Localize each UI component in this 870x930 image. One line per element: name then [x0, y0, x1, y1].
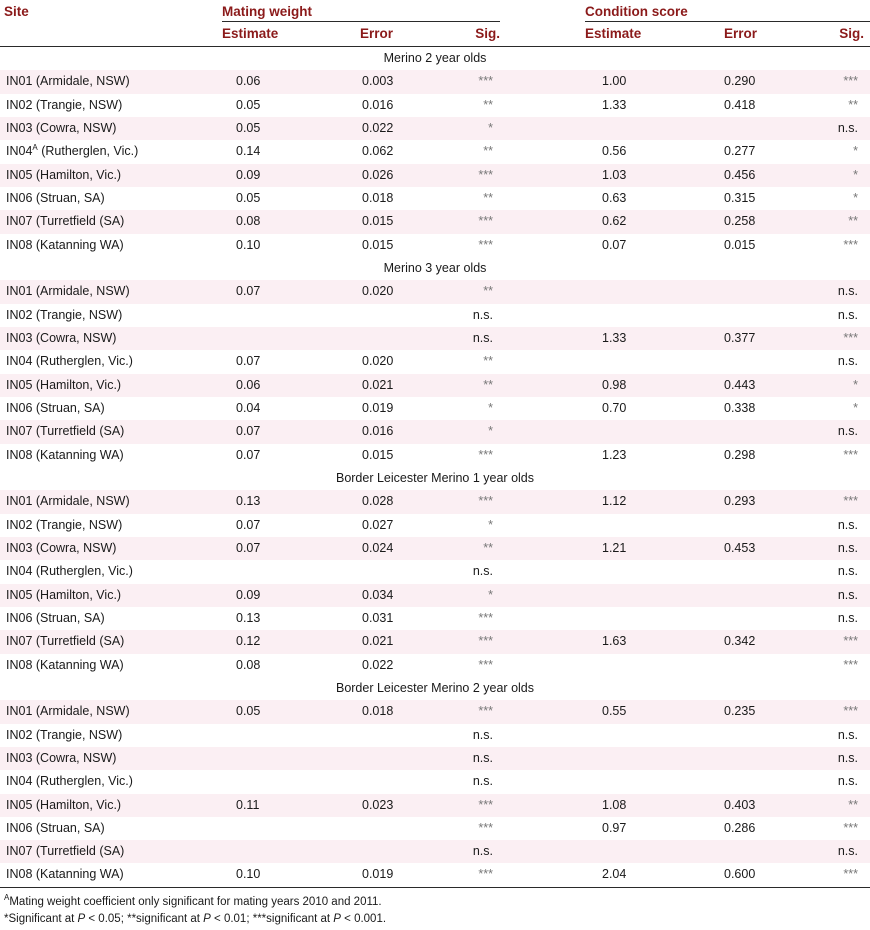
mw-sig-cell: ** [483, 190, 493, 205]
p-symbol: P [77, 912, 86, 925]
cs-error-cell: 0.293 [724, 494, 756, 509]
footnote-text-part: Significant at [8, 912, 78, 925]
cs-sig-cell: n.s. [837, 564, 858, 579]
site-cell [6, 490, 130, 513]
footnote-text-part: significant at [136, 912, 204, 925]
mw-error-cell: 0.062 [362, 144, 394, 159]
cs-sig-cell: n.s. [837, 354, 858, 369]
cs-sig-cell: n.s. [837, 610, 858, 625]
mw-estimate-cell: 0.07 [236, 284, 261, 299]
cs-estimate-cell: 0.63 [602, 190, 627, 205]
mw-estimate-cell: 0.07 [236, 424, 261, 439]
cs-error-cell: 0.377 [724, 330, 756, 345]
mw-error-cell: 0.020 [362, 354, 394, 369]
table-header-sub [0, 22, 870, 47]
mw-estimate-cell: 0.12 [236, 634, 261, 649]
table-row [0, 304, 870, 327]
mw-error-cell: 0.015 [362, 447, 394, 462]
site-column-header: Site [4, 4, 29, 19]
cs-sig-cell: n.s. [837, 587, 858, 602]
mw-sig-header: Sig. [475, 26, 500, 41]
site-cell [6, 117, 116, 140]
table-row [0, 514, 870, 537]
mw-sig-cell: ** [483, 540, 493, 555]
site-cell [6, 724, 122, 747]
table-row [0, 840, 870, 863]
site-name: IN04 (Rutherglen, Vic.) [6, 564, 133, 579]
cs-sig-cell: ** [848, 214, 858, 229]
cs-sig-cell: n.s. [837, 424, 858, 439]
site-name: IN01 (Armidale, NSW) [6, 74, 130, 89]
p-symbol: P [203, 912, 211, 925]
site-name: IN03 (Cowra, NSW) [6, 750, 117, 765]
cs-error-cell: 0.286 [724, 820, 756, 835]
site-cell [6, 514, 122, 537]
mw-estimate-cell: 0.07 [236, 517, 261, 532]
cs-estimate-cell: 0.70 [602, 400, 627, 415]
site-cell [6, 560, 133, 583]
cs-error-cell: 0.277 [724, 144, 756, 159]
site-cell [6, 187, 105, 210]
site-name: IN04 (Rutherglen, Vic.) [6, 774, 133, 789]
cs-sig-cell: *** [843, 494, 858, 509]
footnote-significance [4, 911, 870, 928]
mw-estimate-cell: 0.09 [236, 587, 261, 602]
table-row [0, 187, 870, 210]
site-name: IN05 (Hamilton, Vic.) [6, 377, 122, 392]
cs-sig-cell: n.s. [837, 844, 858, 859]
cs-sig-cell: ** [848, 797, 858, 812]
mw-estimate-cell: 0.06 [236, 377, 261, 392]
site-name: IN04 [6, 144, 33, 159]
cs-estimate-cell: 1.00 [602, 74, 627, 89]
mw-estimate-cell: 0.04 [236, 400, 261, 415]
cs-sig-cell: *** [843, 867, 858, 882]
site-name: IN07 (Turretfield (SA) [6, 424, 125, 439]
cs-sig-cell: *** [843, 820, 858, 835]
site-name: IN08 (Katanning WA) [6, 867, 124, 882]
mw-estimate-cell: 0.05 [236, 97, 261, 112]
site-cell [6, 140, 138, 163]
mw-sig-cell: *** [478, 494, 493, 509]
mw-estimate-cell: 0.08 [236, 657, 261, 672]
site-cell [6, 210, 124, 233]
cs-sig-cell: *** [843, 634, 858, 649]
cs-sig-cell: *** [843, 447, 858, 462]
table-header-top [0, 0, 870, 22]
site-cell [6, 327, 116, 350]
site-name: IN08 (Katanning WA) [6, 447, 124, 462]
cs-sig-cell: n.s. [837, 120, 858, 135]
table-row [0, 350, 870, 373]
mw-error-cell: 0.018 [362, 190, 394, 205]
site-cell [6, 234, 124, 257]
mw-error-cell: 0.031 [362, 610, 394, 625]
mw-sig-cell: n.s. [472, 774, 493, 789]
mw-sig-cell: *** [478, 797, 493, 812]
mw-error-cell: 0.021 [362, 377, 394, 392]
cs-estimate-cell: 1.12 [602, 494, 627, 509]
table-body [0, 47, 870, 887]
table-row [0, 420, 870, 443]
table-row [0, 280, 870, 303]
cs-sig-cell: * [853, 377, 858, 392]
mw-sig-cell: *** [478, 167, 493, 182]
cs-estimate-cell: 0.62 [602, 214, 627, 229]
section-title: Border Leicester Merino 2 year olds [335, 680, 534, 695]
mw-estimate-cell: 0.06 [236, 74, 261, 89]
mw-sig-cell: n.s. [472, 564, 493, 579]
site-name: IN03 (Cowra, NSW) [6, 540, 117, 555]
site-cell [6, 747, 116, 770]
mw-error-cell: 0.022 [362, 120, 394, 135]
cs-error-cell: 0.290 [724, 74, 756, 89]
table-row [0, 724, 870, 747]
site-cell [6, 164, 121, 187]
mw-sig-cell: *** [478, 704, 493, 719]
site-name: IN01 (Armidale, NSW) [6, 284, 130, 299]
cs-estimate-cell: 0.55 [602, 704, 627, 719]
mw-sig-cell: *** [478, 74, 493, 89]
footnote-a [4, 894, 870, 911]
table-row [0, 654, 870, 677]
mw-estimate-cell: 0.07 [236, 354, 261, 369]
table-row [0, 630, 870, 653]
mw-sig-cell: ** [483, 284, 493, 299]
cs-estimate-cell: 0.98 [602, 377, 627, 392]
footnote-text-part: < 0.001. [340, 912, 387, 925]
site-cell [6, 374, 121, 397]
site-cell [6, 863, 124, 886]
cs-estimate-cell: 1.23 [602, 447, 627, 462]
table-row [0, 327, 870, 350]
cs-sig-cell: n.s. [837, 774, 858, 789]
site-name: IN01 (Armidale, NSW) [6, 704, 130, 719]
mw-estimate-cell: 0.13 [236, 610, 261, 625]
cs-sig-cell: n.s. [837, 517, 858, 532]
site-name: IN06 (Struan, SA) [6, 400, 105, 415]
cs-error-cell: 0.258 [724, 214, 756, 229]
mw-estimate-header: Estimate [222, 26, 279, 41]
site-name: IN05 (Hamilton, Vic.) [6, 797, 122, 812]
cs-estimate-cell: 0.56 [602, 144, 627, 159]
table-row [0, 560, 870, 583]
cs-sig-cell: *** [843, 74, 858, 89]
mw-estimate-cell: 0.13 [236, 494, 261, 509]
section-title: Merino 3 year olds [383, 260, 487, 275]
cs-estimate-cell: 0.97 [602, 820, 627, 835]
mw-error-cell: 0.024 [362, 540, 394, 555]
table-row [0, 444, 870, 467]
mw-estimate-cell: 0.05 [236, 190, 261, 205]
footnote-a-marker: A [4, 892, 10, 902]
mw-sig-cell: *** [478, 867, 493, 882]
site-name: IN05 (Hamilton, Vic.) [6, 167, 122, 182]
footnote-text-part: < 0.05; [85, 912, 128, 925]
mw-error-cell: 0.016 [362, 97, 394, 112]
mw-error-cell: 0.027 [362, 517, 394, 532]
site-name: IN08 (Katanning WA) [6, 237, 124, 252]
site-name: IN04 (Rutherglen, Vic.) [6, 354, 133, 369]
table-row [0, 374, 870, 397]
site-name: IN02 (Trangie, NSW) [6, 727, 123, 742]
table-row [0, 397, 870, 420]
cs-error-cell: 0.015 [724, 237, 756, 252]
mw-error-cell: 0.021 [362, 634, 394, 649]
table-row [0, 747, 870, 770]
site-name: IN07 (Turretfield (SA) [6, 844, 125, 859]
site-cell [6, 397, 105, 420]
cs-estimate-cell: 1.33 [602, 330, 627, 345]
table-footnotes [0, 888, 870, 928]
table-row [0, 817, 870, 840]
site-name: IN08 (Katanning WA) [6, 657, 124, 672]
footnote-text-part: significant at [266, 912, 334, 925]
mw-error-cell: 0.016 [362, 424, 394, 439]
site-name: IN02 (Trangie, NSW) [6, 97, 123, 112]
site-cell [6, 444, 124, 467]
cs-error-cell: 0.342 [724, 634, 756, 649]
table-row [0, 234, 870, 257]
mw-estimate-cell: 0.14 [236, 144, 261, 159]
mw-error-cell: 0.034 [362, 587, 394, 602]
cs-error-cell: 0.315 [724, 190, 756, 205]
mw-estimate-cell: 0.08 [236, 214, 261, 229]
table-row [0, 70, 870, 93]
mw-error-cell: 0.019 [362, 867, 394, 882]
mw-estimate-cell: 0.10 [236, 237, 261, 252]
cs-estimate-cell: 1.21 [602, 540, 627, 555]
cs-estimate-cell: 1.63 [602, 634, 627, 649]
site-name: IN06 (Struan, SA) [6, 610, 105, 625]
site-name: IN02 (Trangie, NSW) [6, 517, 123, 532]
cs-estimate-cell: 0.07 [602, 237, 627, 252]
cs-estimate-cell: 1.03 [602, 167, 627, 182]
site-cell [6, 817, 105, 840]
mw-sig-cell: * [488, 587, 493, 602]
site-cell [6, 94, 122, 117]
cs-sig-cell: n.s. [837, 727, 858, 742]
cs-sig-cell: n.s. [837, 540, 858, 555]
mw-error-cell: 0.018 [362, 704, 394, 719]
mw-sig-cell: ** [483, 97, 493, 112]
site-cell [6, 654, 124, 677]
site-cell [6, 770, 133, 793]
cs-error-cell: 0.338 [724, 400, 756, 415]
cs-sig-cell: ** [848, 97, 858, 112]
mw-sig-cell: * [488, 400, 493, 415]
condition-score-group-header: Condition score [585, 4, 688, 19]
table-row [0, 117, 870, 140]
cs-sig-cell: *** [843, 330, 858, 345]
mw-error-cell: 0.003 [362, 74, 394, 89]
site-name: IN07 (Turretfield (SA) [6, 214, 125, 229]
mw-sig-cell: ** [483, 144, 493, 159]
cs-sig-cell: *** [843, 657, 858, 672]
cs-error-cell: 0.235 [724, 704, 756, 719]
mw-error-cell: 0.028 [362, 494, 394, 509]
mw-error-cell: 0.026 [362, 167, 394, 182]
table-row [0, 863, 870, 886]
section-title: Merino 2 year olds [383, 51, 487, 65]
mw-sig-cell: *** [478, 657, 493, 672]
cs-error-cell: 0.298 [724, 447, 756, 462]
cs-sig-cell: *** [843, 704, 858, 719]
site-name: IN03 (Cowra, NSW) [6, 330, 117, 345]
site-name: IN02 (Trangie, NSW) [6, 307, 123, 322]
table-row [0, 794, 870, 817]
cs-sig-cell: n.s. [837, 750, 858, 765]
cs-estimate-cell: 1.08 [602, 797, 627, 812]
mw-error-header: Error [360, 26, 394, 41]
table-row [0, 770, 870, 793]
mw-estimate-cell: 0.11 [236, 797, 260, 812]
table-row [0, 490, 870, 513]
mw-sig-cell: *** [478, 820, 493, 835]
cs-sig-cell: * [853, 190, 858, 205]
table-row [0, 607, 870, 630]
table-row [0, 584, 870, 607]
table-row [0, 210, 870, 233]
mw-sig-cell: n.s. [472, 727, 493, 742]
mw-error-cell: 0.020 [362, 284, 394, 299]
cs-estimate-cell: 1.33 [602, 97, 627, 112]
cs-sig-cell: * [853, 144, 858, 159]
mw-error-cell: 0.022 [362, 657, 394, 672]
cs-error-header: Error [724, 26, 758, 41]
mw-error-cell: 0.019 [362, 400, 394, 415]
footnote-text-part: *** [252, 912, 267, 925]
mw-sig-cell: * [488, 517, 493, 532]
site-name: IN01 (Armidale, NSW) [6, 494, 130, 509]
cs-estimate-cell: 2.04 [602, 867, 627, 882]
mating-weight-group-header: Mating weight [222, 4, 312, 19]
mw-estimate-cell: 0.05 [236, 704, 261, 719]
site-cell [6, 420, 124, 443]
mw-sig-cell: *** [478, 214, 493, 229]
site-cell [6, 280, 130, 303]
cs-error-cell: 0.403 [724, 797, 756, 812]
mw-sig-cell: n.s. [472, 330, 493, 345]
site-cell [6, 630, 124, 653]
mw-sig-cell: *** [478, 610, 493, 625]
site-cell [6, 70, 130, 93]
cs-sig-header: Sig. [839, 26, 864, 41]
mw-estimate-cell: 0.07 [236, 540, 261, 555]
site-cell [6, 794, 121, 817]
site-name: IN07 (Turretfield (SA) [6, 634, 125, 649]
table-row [0, 537, 870, 560]
cs-sig-cell: * [853, 400, 858, 415]
site-name: IN06 (Struan, SA) [6, 190, 105, 205]
mw-sig-cell: *** [478, 634, 493, 649]
site-cell [6, 700, 130, 723]
mw-sig-cell: *** [478, 237, 493, 252]
mw-sig-cell: *** [478, 447, 493, 462]
table-row [0, 94, 870, 117]
mw-sig-cell: ** [483, 377, 493, 392]
site-name-rest: (Rutherglen, Vic.) [37, 144, 139, 159]
table-row [0, 164, 870, 187]
mw-estimate-cell: 0.10 [236, 867, 261, 882]
mw-error-cell: 0.023 [362, 797, 394, 812]
section-title: Border Leicester Merino 1 year olds [335, 470, 534, 485]
site-cell [6, 840, 124, 863]
cs-sig-cell: * [853, 167, 858, 182]
site-cell [6, 584, 121, 607]
mw-sig-cell: * [488, 424, 493, 439]
mw-sig-cell: * [488, 120, 493, 135]
site-cell [6, 537, 116, 560]
site-name: IN03 (Cowra, NSW) [6, 120, 117, 135]
table-row [0, 140, 870, 163]
cs-error-cell: 0.453 [724, 540, 756, 555]
cs-error-cell: 0.456 [724, 167, 756, 182]
mw-estimate-cell: 0.07 [236, 447, 261, 462]
cs-estimate-header: Estimate [585, 26, 642, 41]
footnote-text-part: < 0.01; [210, 912, 253, 925]
p-symbol: P [333, 912, 341, 925]
mw-sig-cell: n.s. [472, 307, 493, 322]
mw-estimate-cell: 0.09 [236, 167, 261, 182]
site-cell [6, 350, 133, 373]
cs-sig-cell: n.s. [837, 284, 858, 299]
site-cell [6, 607, 105, 630]
site-name: IN05 (Hamilton, Vic.) [6, 587, 122, 602]
mw-sig-cell: n.s. [472, 844, 493, 859]
mw-sig-cell: n.s. [472, 750, 493, 765]
cs-sig-cell: n.s. [837, 307, 858, 322]
site-cell [6, 304, 122, 327]
cs-error-cell: 0.418 [724, 97, 756, 112]
mw-estimate-cell: 0.05 [236, 120, 261, 135]
mw-error-cell: 0.015 [362, 237, 394, 252]
footnote-text-part: ** [127, 912, 137, 925]
cs-error-cell: 0.600 [724, 867, 756, 882]
mw-sig-cell: ** [483, 354, 493, 369]
footnote-a-text: Mating weight coefficient only significant for mating years 2010 and 2011. [9, 895, 382, 908]
site-name: IN06 (Struan, SA) [6, 820, 105, 835]
site-footnote-marker: A [32, 143, 38, 153]
table-row [0, 700, 870, 723]
footnote-text-part: * [4, 912, 9, 925]
cs-error-cell: 0.443 [724, 377, 756, 392]
mw-error-cell: 0.015 [362, 214, 394, 229]
cs-sig-cell: *** [843, 237, 858, 252]
